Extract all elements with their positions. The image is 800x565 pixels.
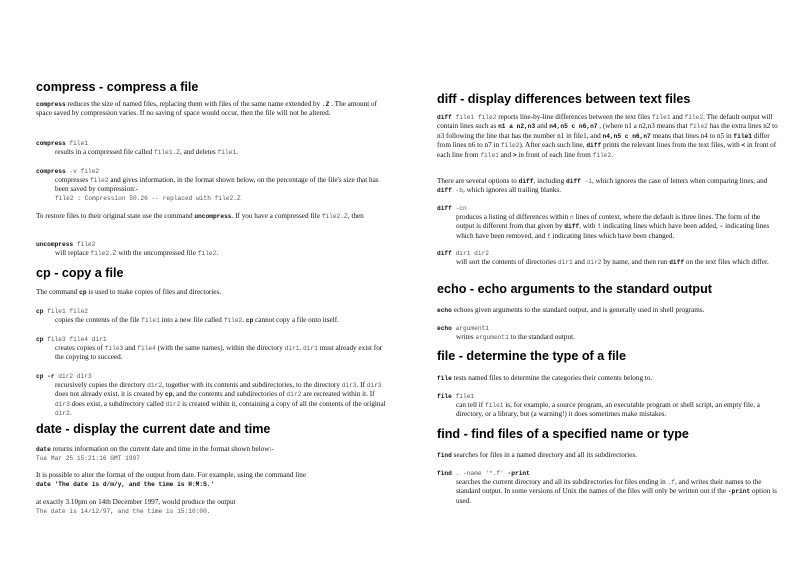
diff-example-2: diff dir1 dir2 bbox=[437, 250, 489, 257]
find-example-1-desc: searches the current directory and all its subdirectories for files ending in .f, and writes their names to the standard output. In some versions of Unix the names of the files will only be written out if the -print option is used. bbox=[456, 478, 777, 505]
date-alter-text: It is possible to alter the format of the output from date. For example, using the command line bbox=[36, 471, 307, 479]
compress-example-1: compress file1 bbox=[36, 140, 88, 147]
cp-intro: The command cp is used to make copies of files and directories. bbox=[36, 288, 222, 296]
diff-example-1: diff -cn bbox=[437, 205, 467, 212]
cp-example-3: cp -r dir2 dir3 bbox=[36, 373, 92, 380]
cp-example-1-desc: copies the contents of the file file1 into a new file called file2. cp cannot copy a file onto itself. bbox=[55, 316, 339, 324]
date-produce-text: at exactly 3.10pm on 14th December 1997, would produce the output bbox=[36, 498, 236, 506]
cp-example-2-desc: creates copies of file3 and file4 (with the same names), within the directory dir1. dir1 must already exist for the copying to succeed. bbox=[55, 344, 383, 362]
cp-example-1: cp file1 file2 bbox=[36, 308, 88, 315]
echo-intro: echo echoes given arguments to the standard output, and is generally used in shell programs. bbox=[437, 306, 705, 314]
compress-example-1-desc: results in a compressed file called file1.Z, and deletes file1. bbox=[55, 148, 238, 156]
diff-heading: diff - display differences between text files bbox=[437, 92, 691, 106]
cp-heading: cp - copy a file bbox=[36, 266, 124, 280]
compress-example-2-desc: compresses file2 and gives information, in the format shown below, on the percentage of the file's size that has been saved by compression:- bbox=[55, 176, 379, 194]
file-example-1-desc: can tell if file1 is, for example, a source program, an executable program or shell script, an empty file, a directory, or a library, but (a warning!) it does sometimes make mistakes. bbox=[456, 401, 760, 419]
diff-example-2-desc: will sort the contents of directories dir1 and dir2 by name, and then run diff on the text files which differ. bbox=[456, 258, 769, 266]
date-intro: date returns information on the current date and time in the format shown below:- bbox=[36, 445, 274, 453]
date-output-1: Tue Mar 25 15:21:16 GMT 1997 bbox=[36, 455, 140, 462]
date-command-line: date 'The date is d/m/y, and the time is H:M:S.' bbox=[36, 481, 215, 488]
echo-heading: echo - echo arguments to the standard output bbox=[437, 282, 712, 296]
cp-example-3-desc: recursively copies the directory dir2, together with its contents and subdirectories, to the directory dir3. If dir3 does not already exist, it is created by cp, and the contents and subdirectories of dir2 are recreated within it. If dir3 does exist, a subdirectory called dir2 is created within it, containing a copy of all the contents of the original dir2. bbox=[55, 381, 386, 418]
compress-restore: To restore files to their original state use the command uncompress. If you have a compressed file file2.Z, then bbox=[36, 212, 364, 220]
find-intro: find searches for files in a named directory and all its subdirectories. bbox=[437, 451, 638, 459]
diff-options: There are several options to diff, including diff -i, which ignores the case of letters when comparing lines, and diff -b, which ignores all trailing blanks. bbox=[437, 177, 768, 195]
file-heading: file - determine the type of a file bbox=[437, 349, 626, 363]
file-example-1: file file1 bbox=[437, 393, 475, 400]
compress-example-3-desc: will replace file2.Z with the uncompressed file file2. bbox=[55, 249, 219, 257]
diff-example-1-desc: produces a listing of differences within n lines of context, where the default is three lines. The form of the output is different from that given by diff, with ! indicating lines which have been added, - indicating lines which have been removed, and ! indicating lines which have been changed. bbox=[456, 213, 770, 240]
echo-example-1-desc: writes argument1 to the standard output. bbox=[456, 333, 575, 341]
diff-intro: diff file1 file2 reports line-by-line differences between the text files file1 and file2. The default output will contain lines such as n1 a n2,n3 and n4,n5 c n6,n7 , (where n1 a n2,n3 means that file2 has the extra lines n2 to n3 following the line that has the number n1 in file1, and n4,n5 c n6,n7 means that lines n4 to n5 in file1 differ from lines n6 to n7 in file2). After each such line, diff prints the relevant lines from the text files, with < in front of each line from file1 and > in front of each line from file2. bbox=[437, 113, 778, 159]
compress-heading: compress - compress a file bbox=[36, 80, 199, 94]
echo-example-1: echo argument1 bbox=[437, 325, 489, 332]
compress-example-2-output: file2 : Compression 50.26 -- replaced with file2.Z bbox=[55, 195, 241, 202]
compress-example-3: uncompress file2 bbox=[36, 241, 96, 248]
find-heading: find - find files of a specified name or type bbox=[437, 427, 689, 441]
compress-intro: compress reduces the size of named files, replacing them with files of the same name extended by .Z . The amount of space saved by compression varies. If no saving of space would occur, then the file will not be altered. bbox=[36, 100, 377, 118]
date-output-2: The date is 14/12/97, and the time is 15:10:00. bbox=[36, 508, 211, 515]
find-example-1: find . -name '*.f' -print bbox=[437, 470, 530, 477]
compress-example-2: compress -v file2 bbox=[36, 168, 100, 175]
date-heading: date - display the current date and time bbox=[36, 422, 271, 436]
file-intro: file tests named files to determine the categories their contents belong to. bbox=[437, 374, 653, 382]
cp-example-2: cp file3 file4 dir1 bbox=[36, 336, 107, 343]
